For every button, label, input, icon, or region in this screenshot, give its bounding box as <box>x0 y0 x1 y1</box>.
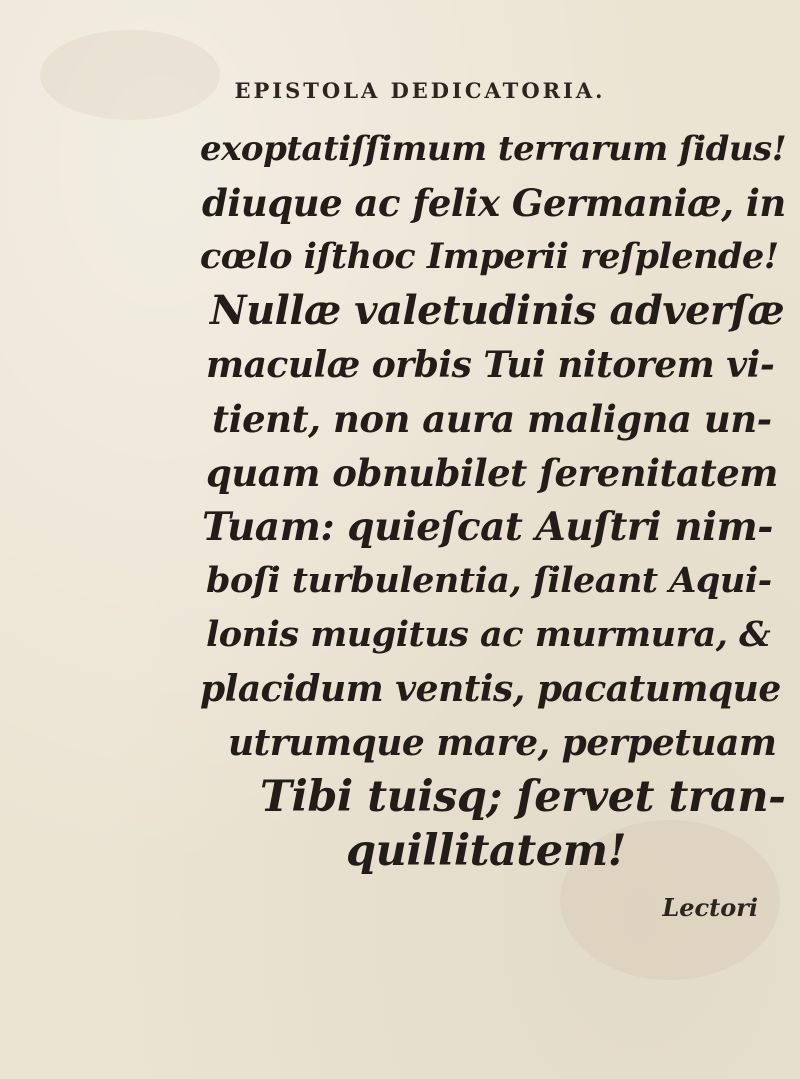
text-line: utrumque mare, perpetuam <box>228 722 777 764</box>
running-header: EPISTOLA DEDICATORIA. <box>234 78 606 103</box>
paper-stain <box>40 30 220 120</box>
text-line: maculæ orbis Tui nitorem vi- <box>206 344 775 386</box>
text-line: Tuam: quieſcat Auſtri nim- <box>202 504 773 550</box>
text-line: lonis mugitus ac murmura, & <box>206 614 771 655</box>
text-line: cœlo iſthoc Imperii reſplende! <box>200 236 779 277</box>
text-line: boſi turbulentia, ſileant Aqui- <box>206 560 772 601</box>
text-line: placidum ventis, pacatumque <box>200 668 781 710</box>
text-line: Tibi tuisq; ſervet tran- <box>260 772 786 822</box>
text-line: exoptatiſſimum terrarum ſidus! <box>200 129 787 169</box>
text-line: Nullæ valetudinis adverſæ <box>210 287 785 334</box>
text-line: quam obnubilet ſerenitatem <box>206 451 778 495</box>
text-line: diuque ac felix Germaniæ, in <box>202 181 786 225</box>
text-line: tient, non aura maligna un- <box>212 397 772 441</box>
catchword: Lectori <box>662 893 758 922</box>
text-line: quillitatem! <box>346 826 626 876</box>
